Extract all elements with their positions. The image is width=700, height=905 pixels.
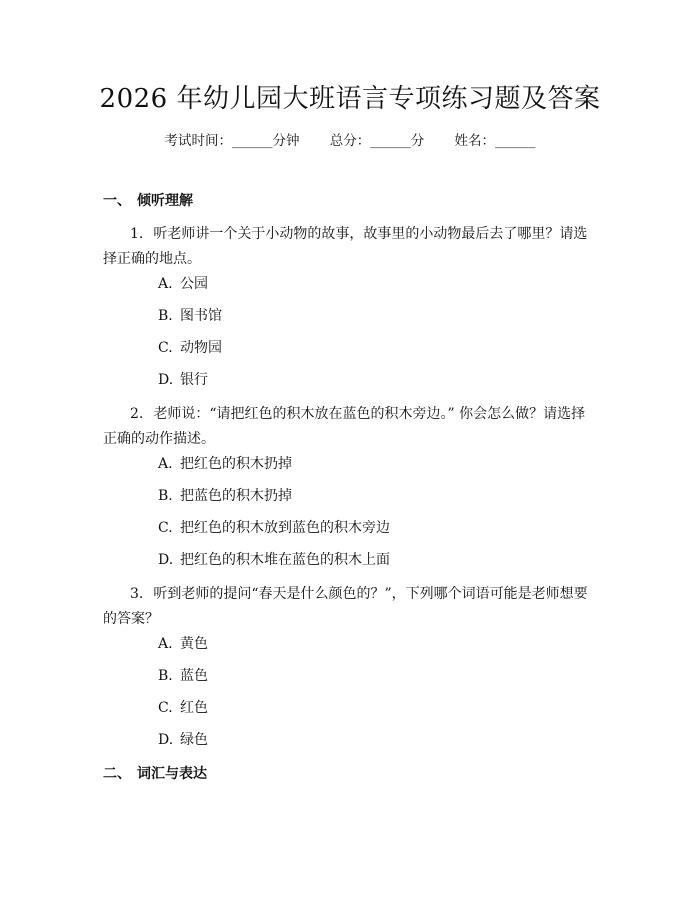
- option-2b[interactable]: [158, 486, 292, 506]
- option-2c[interactable]: [158, 518, 390, 538]
- total-score-field: 总分：______分: [329, 133, 425, 149]
- option-letter: C.: [158, 520, 173, 536]
- question-number: 1.: [130, 226, 144, 242]
- option-2d[interactable]: [158, 550, 390, 570]
- question-1: [103, 222, 597, 272]
- option-text: 图书馆: [180, 308, 222, 324]
- option-letter: B.: [158, 308, 173, 324]
- option-3b[interactable]: [158, 666, 208, 686]
- question-3: [103, 582, 597, 632]
- question-text: 听老师讲一个关于小动物的故事，故事里的小动物最后去了哪里？请选择正确的地点。: [103, 226, 588, 267]
- option-text: 黄色: [180, 636, 208, 652]
- option-text: 动物园: [180, 340, 222, 356]
- option-letter: C.: [158, 700, 173, 716]
- section-heading-listening: [103, 191, 193, 211]
- option-text: 公园: [180, 276, 208, 292]
- option-text: 绿色: [180, 732, 208, 748]
- question-text: 老师说：“请把红色的积木放在蓝色的积木旁边。” 你会怎么做？请选择正确的动作描述。: [103, 406, 586, 447]
- option-text: 把红色的积木扔掉: [180, 456, 292, 472]
- option-text: 把红色的积木堆在蓝色的积木上面: [180, 552, 390, 568]
- exam-time-field: 考试时间：______分钟: [164, 133, 300, 149]
- option-text: 红色: [180, 700, 208, 716]
- option-2a[interactable]: [158, 454, 292, 474]
- option-letter: D.: [158, 732, 174, 748]
- option-3c[interactable]: [158, 698, 208, 718]
- option-letter: C.: [158, 340, 173, 356]
- option-letter: A.: [158, 276, 173, 292]
- option-1b[interactable]: [158, 306, 222, 326]
- option-letter: B.: [158, 488, 173, 504]
- option-letter: D.: [158, 552, 174, 568]
- section-title: 倾听理解: [137, 193, 193, 209]
- exam-meta-line: [0, 131, 700, 151]
- question-number: 3.: [130, 586, 144, 602]
- option-1d[interactable]: [158, 370, 208, 390]
- student-name-field: 姓名：______: [454, 133, 536, 149]
- section-number: 二、: [103, 766, 131, 782]
- option-3d[interactable]: [158, 730, 208, 750]
- option-letter: A.: [158, 636, 173, 652]
- question-2: [103, 402, 597, 452]
- document-title: 2026 年幼儿园大班语言专项练习题及答案: [99, 84, 601, 114]
- option-1a[interactable]: [158, 274, 208, 294]
- option-3a[interactable]: [158, 634, 208, 654]
- question-text: 听到老师的提问“春天是什么颜色的？”，下列哪个词语可能是老师想要的答案？: [103, 586, 588, 627]
- option-text: 银行: [180, 372, 208, 388]
- option-text: 蓝色: [180, 668, 208, 684]
- option-letter: B.: [158, 668, 173, 684]
- question-number: 2.: [130, 406, 144, 422]
- option-letter: A.: [158, 456, 173, 472]
- section-title: 词汇与表达: [137, 766, 207, 782]
- section-heading-vocabulary: [103, 764, 207, 784]
- option-text: 把红色的积木放到蓝色的积木旁边: [180, 520, 390, 536]
- option-1c[interactable]: [158, 338, 222, 358]
- option-text: 把蓝色的积木扔掉: [180, 488, 292, 504]
- option-letter: D.: [158, 372, 174, 388]
- section-number: 一、: [103, 193, 131, 209]
